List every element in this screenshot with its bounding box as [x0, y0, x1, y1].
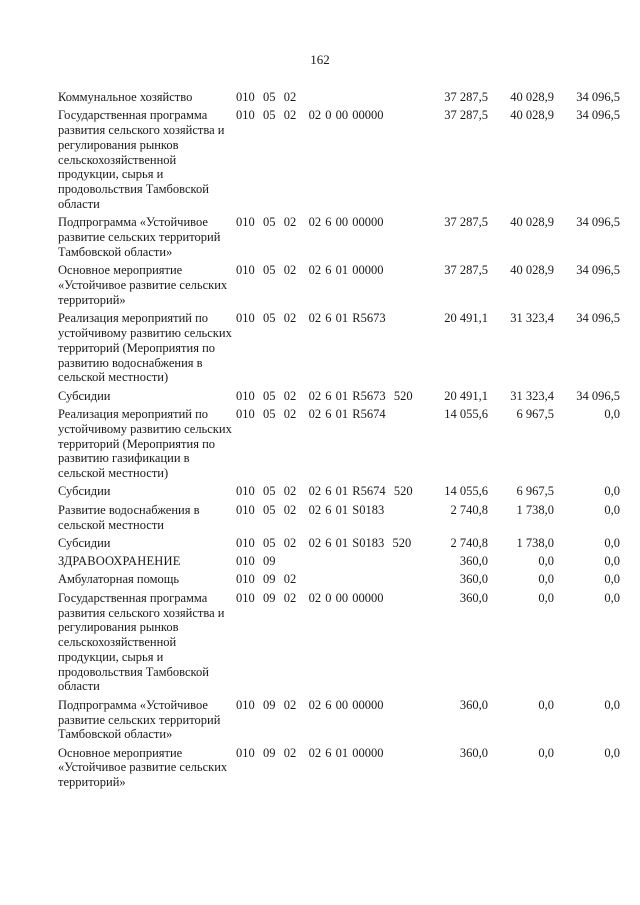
- row-code: 010 09 02 02 6 00 00000: [236, 697, 384, 712]
- row-value-1: 37 287,5: [444, 90, 488, 104]
- row-value-3: 0,0: [604, 484, 620, 499]
- row-value-2: 31 323,4: [510, 311, 554, 326]
- row-value-3: 34 096,5: [576, 215, 620, 230]
- row-value-2: 0,0: [538, 745, 554, 760]
- row-code: 010 05 02 02 6 01 S0183: [236, 502, 385, 517]
- row-value-1: 14 055,6: [444, 406, 488, 421]
- row-name: Субсидии: [58, 388, 111, 403]
- row-code: 010 05 02 02 6 01 R5673: [236, 311, 386, 326]
- row-value-3: 0,0: [604, 535, 620, 550]
- row-name: Подпрограмма «Устойчивое развитие сельских территорий Тамбовской области»: [58, 697, 221, 742]
- table-row: [58, 407, 620, 481]
- budget-table: [58, 90, 620, 794]
- row-value-1: 20 491,1: [444, 311, 488, 326]
- row-value-2: 0,0: [538, 554, 554, 569]
- row-value-3: 0,0: [604, 590, 620, 605]
- row-value-1: 360,0: [459, 697, 488, 712]
- row-value-2: 6 967,5: [516, 406, 554, 421]
- row-value-1: 20 491,1: [444, 388, 488, 403]
- row-code: 010 09 02 02 0 00 00000: [236, 590, 384, 605]
- row-name: Амбулаторная помощь: [58, 572, 180, 587]
- table-row: [58, 572, 620, 587]
- row-name: Основное мероприятие «Устойчивое развитие сельских территорий»: [58, 263, 228, 307]
- row-value-2: 40 028,9: [510, 263, 554, 278]
- row-name: Развитие водоснабжения в сельской местности: [58, 502, 200, 532]
- page-number: 162: [310, 52, 330, 67]
- row-value-1: 2 740,8: [450, 535, 488, 550]
- row-value-2: 1 738,0: [516, 535, 554, 550]
- row-value-1: 37 287,5: [444, 215, 488, 230]
- table-row: [58, 484, 620, 499]
- row-value-3: 0,0: [604, 554, 620, 569]
- row-value-1: 14 055,6: [444, 484, 488, 499]
- row-value-2: 0,0: [538, 590, 554, 605]
- row-value-2: 0,0: [538, 572, 554, 587]
- row-value-3: 0,0: [604, 697, 620, 712]
- row-value-3: 34 096,5: [576, 263, 620, 278]
- row-value-2: 1 738,0: [516, 502, 554, 517]
- row-name: Реализация мероприятий по устойчивому развитию сельских территорий (Мероприятия по развитию газификации в сельской местности): [58, 406, 232, 481]
- row-name: Субсидии: [58, 484, 111, 499]
- row-code: 010 05 02 02 6 01 R5674 520: [236, 484, 413, 499]
- table-row: [58, 698, 620, 742]
- row-value-1: 360,0: [459, 590, 488, 605]
- row-value-3: 0,0: [604, 406, 620, 421]
- row-name: Государственная программа развития сельского хозяйства и регулирования рынков сельскохозяйственной продукции, сырья и продовольствия Тамбовской области: [58, 108, 225, 212]
- row-value-1: 37 287,5: [444, 108, 488, 123]
- row-code: 010 05 02 02 6 01 R5674: [236, 406, 386, 421]
- row-name: Основное мероприятие «Устойчивое развитие сельских территорий»: [58, 745, 228, 790]
- row-value-1: 360,0: [459, 554, 488, 569]
- table-row: [58, 108, 620, 212]
- row-value-3: 34 096,5: [576, 90, 620, 104]
- table-row: [58, 90, 620, 105]
- row-name: Коммунальное хозяйство: [58, 90, 193, 104]
- row-value-3: 0,0: [604, 502, 620, 517]
- table-row: [58, 746, 620, 790]
- row-code: 010 05 02 02 6 01 00000: [236, 263, 384, 278]
- row-value-3: 0,0: [604, 572, 620, 587]
- row-name: Государственная программа развития сельского хозяйства и регулирования рынков сельскохозяйственной продукции, сырья и продовольствия Тамбовской области: [58, 590, 225, 694]
- row-value-2: 6 967,5: [516, 484, 554, 499]
- row-code: 010 09 02 02 6 01 00000: [236, 745, 384, 760]
- row-code: 010 09: [236, 554, 276, 569]
- row-code: 010 05 02: [236, 90, 297, 104]
- table-row: [58, 263, 620, 307]
- table-row: [58, 503, 620, 533]
- row-value-3: 0,0: [604, 745, 620, 760]
- row-code: 010 05 02 02 0 00 00000: [236, 108, 384, 123]
- row-value-3: 34 096,5: [576, 108, 620, 123]
- row-value-2: 40 028,9: [510, 108, 554, 123]
- row-value-1: 360,0: [459, 745, 488, 760]
- table-row: [58, 389, 620, 404]
- row-value-1: 2 740,8: [450, 502, 488, 517]
- row-value-1: 37 287,5: [444, 263, 488, 278]
- row-value-2: 0,0: [538, 697, 554, 712]
- row-value-3: 34 096,5: [576, 388, 620, 403]
- table-row: [58, 311, 620, 385]
- table-row: [58, 591, 620, 695]
- row-code: 010 05 02 02 6 01 S0183 520: [236, 535, 412, 550]
- row-value-1: 360,0: [459, 572, 488, 587]
- row-value-3: 34 096,5: [576, 311, 620, 326]
- row-name: Подпрограмма «Устойчивое развитие сельских территорий Тамбовской области»: [58, 215, 221, 259]
- row-code: 010 09 02: [236, 572, 297, 587]
- row-code: 010 05 02 02 6 01 R5673 520: [236, 388, 413, 403]
- row-name: ЗДРАВООХРАНЕНИЕ: [58, 554, 181, 569]
- row-value-2: 31 323,4: [510, 388, 554, 403]
- table-row: [58, 215, 620, 259]
- table-row: [58, 554, 620, 569]
- row-code: 010 05 02 02 6 00 00000: [236, 215, 384, 230]
- row-value-2: 40 028,9: [510, 215, 554, 230]
- row-name: Реализация мероприятий по устойчивому развитию сельских территорий (Мероприятия по развитию водоснабжения в сельской местности): [58, 311, 232, 385]
- row-name: Субсидии: [58, 535, 111, 550]
- table-row: [58, 536, 620, 551]
- row-value-2: 40 028,9: [510, 90, 554, 104]
